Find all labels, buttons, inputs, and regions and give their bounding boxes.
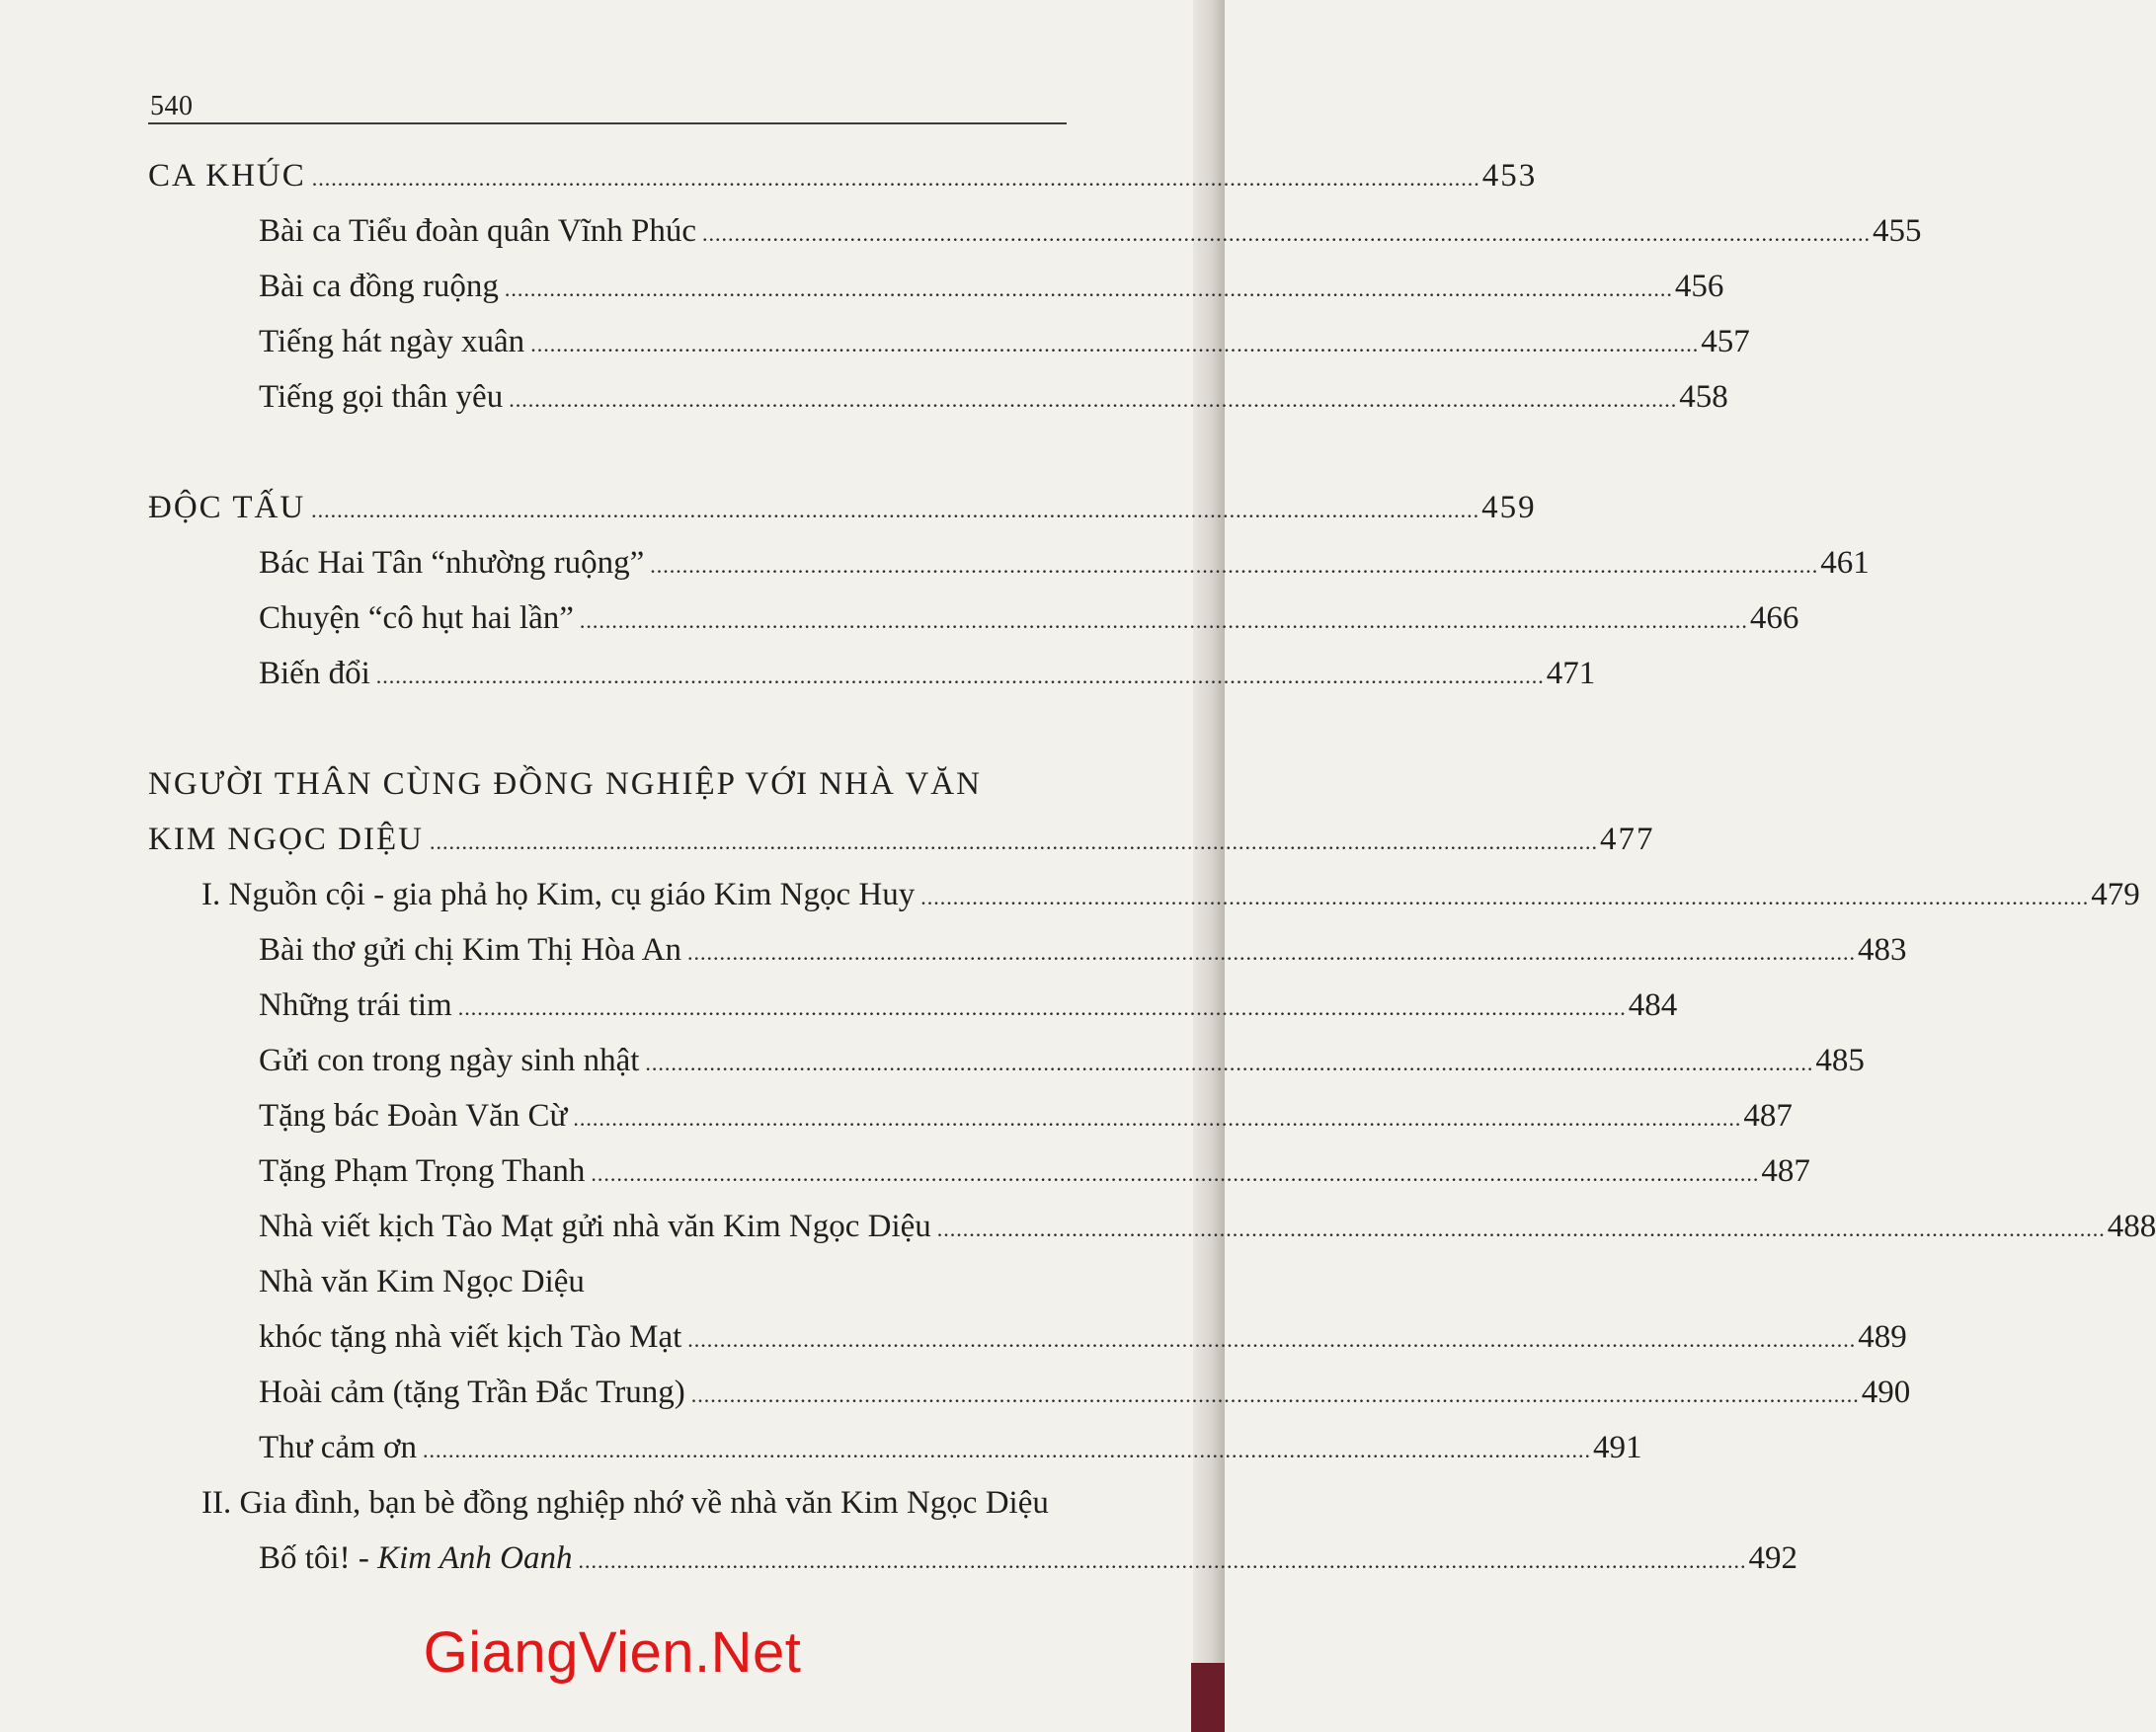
toc-entry (148, 646, 1596, 701)
toc-entry-title: Chuyện “cô hụt hai lần” (259, 600, 574, 636)
toc-entry-title-line1: Nhà văn Kim Ngọc Diệu (259, 1264, 585, 1299)
toc-entry-page: 455 (1873, 213, 1922, 249)
toc-entry (148, 1199, 2156, 1254)
dot-leader: ...................................................................................................................................................................................... (375, 664, 1545, 688)
toc-entry-page: 483 (1857, 932, 1907, 968)
toc-entry (148, 590, 1799, 646)
dot-leader: ...................................................................................................................................................................................... (429, 829, 1598, 854)
toc-entry (148, 259, 1724, 314)
toc-entry-page: 459 (1481, 490, 1537, 525)
dot-leader: ...................................................................................................................................................................................... (530, 332, 1700, 356)
dot-leader: ...................................................................................................................................................................................... (936, 1217, 2106, 1241)
toc-entry (148, 369, 1728, 425)
toc-entry (148, 1033, 1865, 1088)
toc-entry-title: Biến đổi (259, 656, 370, 691)
toc-entry-title: Tặng Phạm Trọng Thanh (259, 1153, 586, 1189)
dot-leader: ...................................................................................................................................................................................... (311, 498, 1480, 522)
toc-entry-title: ĐỘC TẤU (148, 490, 306, 525)
toc-entry-page: 484 (1628, 987, 1678, 1023)
dot-leader: ...................................................................................................................................................................................... (690, 1382, 1860, 1407)
dot-leader: ...................................................................................................................................................................................... (702, 221, 1872, 246)
toc-entry-page: 456 (1674, 269, 1724, 304)
toc-section-heading-line1: NGƯỜI THÂN CÙNG ĐỒNG NGHIỆP VỚI NHÀ VĂN (148, 766, 982, 802)
toc-entry-author: Kim Anh Oanh (377, 1540, 573, 1576)
toc-entry-page: 491 (1592, 1430, 1642, 1465)
toc-entry (148, 314, 1750, 369)
toc-entry-page: 471 (1546, 656, 1596, 691)
toc-entry-title: Tặng bác Đoàn Văn Cừ (259, 1098, 568, 1134)
dot-leader: ...................................................................................................................................................................................... (422, 1438, 1591, 1462)
toc-entry-title-text: Bố tôi! - (259, 1540, 378, 1576)
toc-entry-title: CA KHÚC (148, 158, 306, 194)
page-number: 540 (150, 91, 194, 121)
dot-leader: ...................................................................................................................................................................................... (687, 1327, 1857, 1352)
toc-section-doc-tau (148, 480, 1537, 535)
section-gap (148, 425, 1067, 480)
toc-entry-page: 487 (1761, 1153, 1810, 1189)
dot-leader: ...................................................................................................................................................................................... (920, 885, 2090, 909)
dot-leader: ...................................................................................................................................................................................... (591, 1161, 1760, 1186)
toc-entry-title: Nhà viết kịch Tào Mạt gửi nhà văn Kim Ngọc Diệu (259, 1209, 931, 1244)
toc-entry-page: 479 (2091, 877, 2140, 912)
dot-leader: ...................................................................................................................................................................................... (504, 276, 1673, 301)
page-header (148, 87, 1067, 124)
toc-part-1 (148, 867, 2140, 922)
toc-entry (148, 1143, 1810, 1199)
toc-entry-page: 485 (1815, 1043, 1865, 1078)
dot-leader: ...................................................................................................................................................................................... (311, 166, 1480, 191)
toc-entry (148, 978, 1678, 1033)
dot-leader: ...................................................................................................................................................................................... (579, 608, 1748, 633)
toc-entry (148, 203, 1922, 259)
toc-part-2: II. Gia đình, bạn bè đồng nghiệp nhớ về nhà văn Kim Ngọc Diệu (201, 1485, 1049, 1521)
toc-entry-page: 489 (1858, 1319, 1907, 1355)
toc-entry-title: Những trái tim (259, 987, 452, 1023)
toc-entry-page: 492 (1748, 1540, 1797, 1576)
toc-entry-page: 461 (1820, 545, 1870, 581)
toc-entry (148, 535, 1870, 590)
toc-section-ca-khuc (148, 148, 1538, 203)
toc-entry-title: Bác Hai Tân “nhường ruộng” (259, 545, 645, 581)
toc-entry-title: Tiếng hát ngày xuân (259, 324, 525, 359)
dot-leader: ...................................................................................................................................................................................... (645, 1051, 1814, 1075)
toc-entry-page: 453 (1481, 158, 1538, 194)
toc-entry-page: 487 (1743, 1098, 1793, 1134)
toc-entry-title: Bài ca đồng ruộng (259, 269, 499, 304)
dot-leader: ...................................................................................................................................................................................... (509, 387, 1678, 412)
toc-entry (148, 1420, 1642, 1475)
toc-entry-title: Tiếng gọi thân yêu (259, 379, 504, 415)
toc-entry-title: Bài thơ gửi chị Kim Thị Hòa An (259, 932, 681, 968)
dot-leader: ...................................................................................................................................................................................... (686, 940, 1856, 965)
toc-entry (148, 1365, 1911, 1420)
toc-entry (148, 1088, 1793, 1143)
toc-entry-title-line2: khóc tặng nhà viết kịch Tào Mạt (259, 1319, 682, 1355)
watermark-text: GiangVien.Net (423, 1620, 802, 1685)
table-of-contents (148, 148, 2156, 1586)
toc-entry (148, 922, 1907, 978)
toc-entry-title: I. Nguồn cội - gia phả họ Kim, cụ giáo Kim Ngọc Huy (201, 877, 916, 912)
toc-entry-title: KIM NGỌC DIỆU (148, 822, 424, 857)
dot-leader: ...................................................................................................................................................................................... (578, 1548, 1747, 1573)
toc-entry-title: Gửi con trong ngày sinh nhật (259, 1043, 640, 1078)
toc-entry-page: 490 (1861, 1375, 1911, 1410)
toc-entry-title: Hoài cảm (tặng Trần Đắc Trung) (259, 1375, 685, 1410)
toc-entry (148, 1531, 1797, 1586)
section-gap (148, 701, 1067, 756)
toc-entry-page: 477 (1599, 822, 1655, 857)
toc-entry-title (259, 1531, 572, 1586)
toc-entry-page: 458 (1679, 379, 1728, 415)
dot-leader: ...................................................................................................................................................................................... (457, 995, 1627, 1020)
toc-entry-title: Thư cảm ơn (259, 1430, 417, 1465)
toc-entry-page: 488 (2107, 1209, 2156, 1244)
toc-entry-title: Bài ca Tiểu đoàn quân Vĩnh Phúc (259, 213, 697, 249)
toc-entry (148, 1309, 1907, 1365)
toc-entry-page: 457 (1701, 324, 1750, 359)
dot-leader: ...................................................................................................................................................................................... (650, 553, 1819, 578)
dot-leader: ...................................................................................................................................................................................... (573, 1106, 1742, 1131)
toc-entry-page: 466 (1749, 600, 1799, 636)
toc-section-kim-ngoc-dieu (148, 812, 1655, 867)
